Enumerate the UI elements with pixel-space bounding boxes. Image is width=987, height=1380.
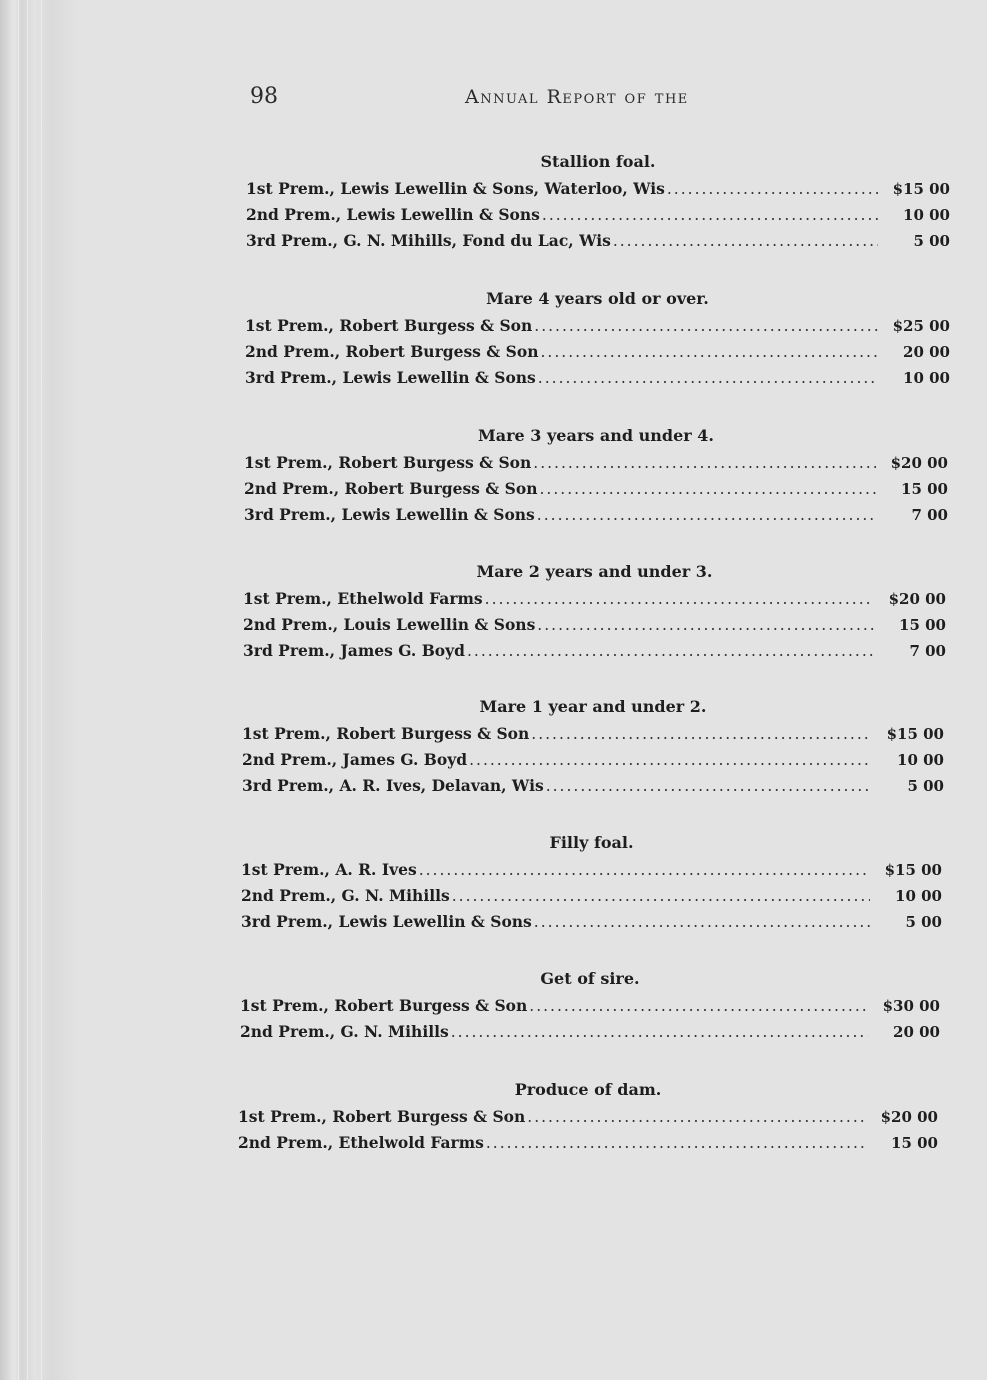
premium-entry xyxy=(241,857,942,883)
entry-label: 2nd Prem., G. N. Mihills xyxy=(241,886,450,905)
premium-entry xyxy=(245,313,950,339)
section-title: Produce of dam. xyxy=(514,1080,662,1099)
entry-amount: 10 00 xyxy=(903,369,950,387)
entry-amount: $15 00 xyxy=(886,725,944,743)
entry-amount: $15 00 xyxy=(892,180,950,198)
dot-leader xyxy=(452,883,870,909)
entry-amount: $20 00 xyxy=(890,454,948,472)
entry-label: 3rd Prem., Lewis Lewellin & Sons xyxy=(241,912,532,931)
section-title: Get of sire. xyxy=(540,969,640,988)
dot-leader xyxy=(539,476,876,502)
dot-leader xyxy=(531,721,872,747)
dot-leader xyxy=(546,773,872,799)
page-header xyxy=(250,84,950,114)
entry-label: 2nd Prem., Robert Burgess & Son xyxy=(245,342,539,361)
page-edge-line xyxy=(18,0,19,1380)
entry-amount: 20 00 xyxy=(893,1023,940,1041)
entry-amount: 7 00 xyxy=(911,506,948,524)
dot-leader xyxy=(537,612,874,638)
premium-section xyxy=(243,560,946,664)
premium-entry xyxy=(244,502,948,528)
section-title: Mare 3 years and under 4. xyxy=(478,426,714,445)
entry-amount: 15 00 xyxy=(901,480,948,498)
dot-leader xyxy=(529,993,868,1019)
premium-section xyxy=(238,1078,938,1156)
entry-label: 1st Prem., Robert Burgess & Son xyxy=(238,1107,526,1126)
entry-label: 3rd Prem., A. R. Ives, Delavan, Wis xyxy=(242,776,544,795)
entry-label: 1st Prem., Robert Burgess & Son xyxy=(244,453,532,472)
page-number: 98 xyxy=(250,84,278,109)
entry-amount: 7 00 xyxy=(909,642,946,660)
premium-section xyxy=(242,695,944,799)
entry-amount: $30 00 xyxy=(882,997,940,1015)
premium-entry xyxy=(242,747,944,773)
entry-label: 3rd Prem., Lewis Lewellin & Sons xyxy=(245,368,536,387)
entry-amount: 5 00 xyxy=(913,232,950,250)
premium-entry xyxy=(240,993,940,1019)
entry-label: 2nd Prem., Robert Burgess & Son xyxy=(244,479,538,498)
dot-leader xyxy=(538,365,878,391)
entry-label: 2nd Prem., Louis Lewellin & Sons xyxy=(243,615,536,634)
dot-leader xyxy=(613,228,878,254)
premium-entry xyxy=(243,612,946,638)
dot-leader xyxy=(534,313,878,339)
entry-amount: 15 00 xyxy=(891,1134,938,1152)
dot-leader xyxy=(542,202,878,228)
premium-entry xyxy=(242,773,944,799)
entry-amount: 20 00 xyxy=(903,343,950,361)
page-edge-line xyxy=(27,0,28,1380)
premium-entry xyxy=(245,365,950,391)
premium-entry xyxy=(244,476,948,502)
dot-leader xyxy=(540,339,878,365)
dot-leader xyxy=(667,176,878,202)
section-title: Stallion foal. xyxy=(540,152,656,171)
entry-label: 2nd Prem., Ethelwold Farms xyxy=(238,1133,484,1152)
entry-amount: $25 00 xyxy=(892,317,950,335)
premium-entry xyxy=(246,202,950,228)
premium-section xyxy=(244,424,948,528)
dot-leader xyxy=(419,857,870,883)
dot-leader xyxy=(485,586,874,612)
entry-amount: 10 00 xyxy=(895,887,942,905)
entry-label: 1st Prem., Robert Burgess & Son xyxy=(242,724,530,743)
entry-label: 3rd Prem., James G. Boyd xyxy=(243,641,465,660)
premium-section xyxy=(240,967,940,1045)
premium-entry xyxy=(241,883,942,909)
dot-leader xyxy=(486,1130,866,1156)
entry-amount: 10 00 xyxy=(897,751,944,769)
premium-entry xyxy=(242,721,944,747)
premium-entry xyxy=(238,1130,938,1156)
page-edge-line xyxy=(41,0,42,1380)
dot-leader xyxy=(537,502,876,528)
section-title: Mare 2 years and under 3. xyxy=(476,562,713,581)
entry-label: 1st Prem., Robert Burgess & Son xyxy=(240,996,528,1015)
entry-amount: 15 00 xyxy=(899,616,946,634)
premium-section xyxy=(241,831,942,935)
entry-label: 2nd Prem., Lewis Lewellin & Sons xyxy=(246,205,540,224)
premium-section xyxy=(245,287,950,391)
dot-leader xyxy=(451,1019,868,1045)
entry-label: 1st Prem., Robert Burgess & Son xyxy=(245,316,533,335)
entry-amount: $15 00 xyxy=(884,861,942,879)
entry-label: 2nd Prem., James G. Boyd xyxy=(242,750,468,769)
entry-label: 1st Prem., Lewis Lewellin & Sons, Waterloo, Wis xyxy=(246,179,665,198)
premium-entry xyxy=(246,176,950,202)
entry-amount: 5 00 xyxy=(907,777,944,795)
section-title: Mare 1 year and under 2. xyxy=(479,697,707,716)
entry-amount: 5 00 xyxy=(905,913,942,931)
entry-label: 1st Prem., A. R. Ives xyxy=(241,860,417,879)
dot-leader xyxy=(533,450,876,476)
entry-label: 3rd Prem., G. N. Mihills, Fond du Lac, Wis xyxy=(246,231,611,250)
section-title: Mare 4 years old or over. xyxy=(486,289,709,308)
premium-entry xyxy=(241,909,942,935)
dot-leader xyxy=(534,909,870,935)
section-title: Filly foal. xyxy=(549,833,634,852)
premium-entry xyxy=(243,638,946,664)
running-head: Annual Report of the xyxy=(465,86,689,108)
premium-entry xyxy=(238,1104,938,1130)
entry-amount: $20 00 xyxy=(880,1108,938,1126)
dot-leader xyxy=(527,1104,866,1130)
dot-leader xyxy=(469,747,872,773)
entry-amount: $20 00 xyxy=(888,590,946,608)
premium-entry xyxy=(244,450,948,476)
entry-label: 2nd Prem., G. N. Mihills xyxy=(240,1022,449,1041)
entry-label: 3rd Prem., Lewis Lewellin & Sons xyxy=(244,505,535,524)
premium-entry xyxy=(240,1019,940,1045)
premium-entry xyxy=(245,339,950,365)
premium-section xyxy=(246,150,950,254)
dot-leader xyxy=(467,638,874,664)
premium-entry xyxy=(243,586,946,612)
entry-label: 1st Prem., Ethelwold Farms xyxy=(243,589,483,608)
premium-entry xyxy=(246,228,950,254)
entry-amount: 10 00 xyxy=(903,206,950,224)
